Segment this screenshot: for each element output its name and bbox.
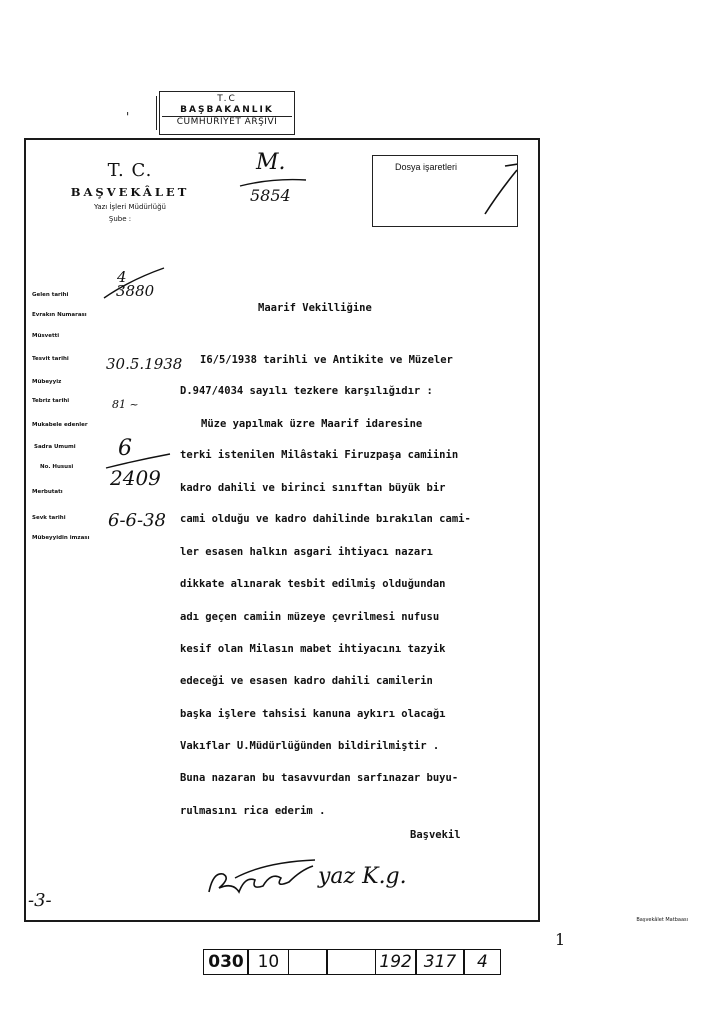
ref-box-blank-2 [326, 949, 376, 975]
letterhead-office: BAŞVEKÂLET [70, 185, 190, 199]
archive-reference-boxes [203, 949, 500, 975]
letter-line-9: adı geçen camiin müzeye çevrilmesi nufusu [180, 611, 440, 623]
letterhead-department: Yazı İşleri Müdürlüğü [94, 203, 166, 211]
handwritten-4: 4 [117, 268, 127, 286]
page-number: -3- [28, 890, 52, 911]
letter-line-12: başka işlere tahsisi kanuna aykırı olacağı [180, 708, 446, 720]
file-marks-label: Dosya işaretleri [395, 162, 458, 172]
letter-addressee: Maarif Vekilliğine [258, 302, 372, 314]
label-general-number: Sadra Umumi [34, 444, 76, 450]
handwritten-81: 81 ~ [112, 398, 139, 411]
label-draft-date: Tesvit tarihi [32, 356, 69, 362]
ref-box-item-number: 4 [463, 949, 501, 975]
ref-box-box-number: 192 [375, 949, 417, 975]
label-special-number: No. Hususi [40, 464, 74, 470]
handwritten-m: M. [256, 150, 286, 175]
letter-line-3: Müze yapılmak üzre Maarif idaresine [201, 418, 423, 430]
right-margin-mark: 1 [555, 930, 566, 949]
letter-line-7: ler esasen halkın asgari ihtiyacı nazarı [180, 546, 433, 558]
letter-line-1: I6/5/1938 tarihli ve Antikite ve Müzeler [200, 354, 453, 366]
label-draft: Müsvetti [32, 333, 60, 339]
label-copyist: Mübeyyiz [32, 379, 62, 385]
letterhead [50, 160, 210, 223]
printer-name: Başvekâlet Matbaası [636, 917, 688, 923]
file-marks-slash [373, 156, 517, 226]
handwritten-2409: 2409 [110, 466, 161, 490]
label-checkers: Mukabele edenler [32, 422, 88, 428]
handwritten-6: 6 [118, 436, 132, 461]
file-marks-box [372, 155, 518, 227]
label-arrival-date: Gelen tarihi [32, 292, 69, 298]
letterhead-tc: T. C. [107, 160, 153, 181]
handwritten-3880: 3880 [116, 282, 155, 300]
label-document-number: Evrakın Numarası [32, 312, 87, 318]
letter-line-6: cami olduğu ve kadro dahilinde bırakılan cami- [180, 513, 471, 525]
handwritten-date-2: 6-6-38 [108, 510, 166, 531]
handwritten-note: yaz K.g. [318, 864, 407, 889]
letterhead-branch: Şube : [108, 215, 132, 223]
label-attachments: Merbutatı [32, 489, 63, 495]
label-copy-date: Tebriz tarihi [32, 398, 70, 404]
letter-line-13: Vakıflar U.Müdürlüğünden bildirilmiştir . [180, 740, 440, 752]
ref-box-series: 10 [247, 949, 289, 975]
handwritten-signature [205, 852, 325, 908]
letter-line-8: dikkate alınarak tesbit edilmiş olduğundan [180, 578, 446, 590]
archive-stamp [159, 91, 295, 135]
letter-line-15: rulmasını rica ederim . [180, 805, 326, 817]
ref-box-file-number: 317 [415, 949, 465, 975]
handwritten-date-1: 30.5.1938 [106, 355, 183, 373]
stamp-line-1: T.C [217, 94, 237, 104]
stamp-mark: ' [126, 110, 130, 124]
letter-line-2: D.947/4034 sayılı tezkere karşılığıdır : [180, 385, 433, 397]
ref-box-fond: 030 [203, 949, 249, 975]
stamp-left-box [104, 96, 157, 130]
label-copyist-signature: Mübeyyidin imzası [32, 535, 90, 541]
letter-line-14: Buna nazaran bu tasavvurdan sarfınazar buyu- [180, 772, 459, 784]
letter-line-5: kadro dahili ve birinci sınıftan büyük bir [180, 482, 446, 494]
ref-box-blank-1 [288, 949, 328, 975]
letter-signer: Başvekil [410, 829, 461, 841]
letter-line-10: kesif olan Milasın mabet ihtiyacını tazyik [180, 643, 446, 655]
label-dispatch-date: Sevk tarihi [32, 515, 66, 521]
letter-line-11: edeceği ve esasen kadro dahili camilerin [180, 675, 433, 687]
handwritten-5854: 5854 [250, 186, 291, 205]
stamp-line-3: CUMHURİYET ARŞİVİ [162, 116, 292, 128]
stamp-line-2: BAŞBAKANLIK [180, 105, 274, 115]
letter-line-4: terki istenilen Milâstaki Firuzpaşa camiinin [180, 449, 459, 461]
